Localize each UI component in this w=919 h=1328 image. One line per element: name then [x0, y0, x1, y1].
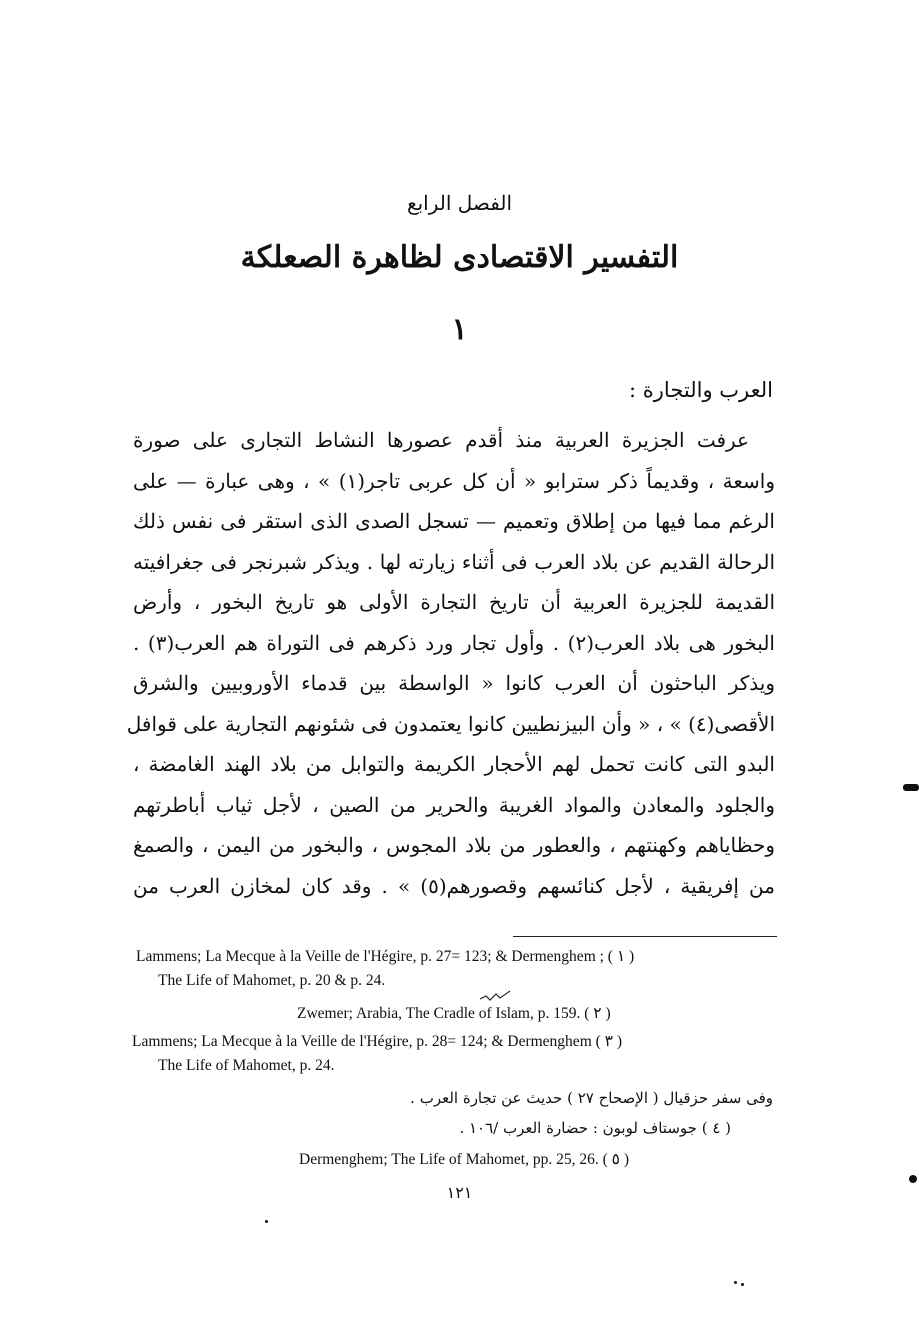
body-line: ويذكر الباحثون أن العرب كانوا « الواسطة بين قدماء الأوروبيين والشرق	[133, 671, 775, 695]
footnote-4: ( ٤ ) جوستاف لوبون : حضارة العرب /١٠٦ .	[459, 1119, 731, 1137]
chapter-title: التفسير الاقتصادى لظاهرة الصعلكة	[240, 240, 679, 275]
footnote-3-arabic-note: وفى سفر حزقيال ( الإصحاح ٢٧ ) حديث عن تجارة العرب .	[410, 1089, 773, 1107]
footnote-1: Lammens; La Mecque à la Veille de l'Hégire, p. 27= 123; & Dermenghem ; ( ١ )	[136, 948, 635, 965]
footnote-1-continuation: The Life of Mahomet, p. 20 & p. 24.	[158, 972, 386, 989]
scan-speck-icon	[741, 1283, 744, 1286]
body-line: واسعة ، وقديماً ذكر سترابو « أن كل عربى تاجر(١) » ، وهى عبارة — على	[133, 468, 776, 493]
body-line: الأقصى(٤) » ، « وأن البيزنطيين كانوا يعتمدون فى شئونهم التجارية على قوافل	[126, 711, 775, 736]
scan-speck-icon	[734, 1281, 737, 1284]
body-line: الرحالة القديم عن بلاد العرب فى أثناء زيارته لها . ويذكر شبرنجر فى جغرافيته	[133, 549, 775, 574]
chapter-label: الفصل الرابع	[406, 191, 513, 215]
body-line: الرغم مما فيها من إطلاق وتعميم — تسجل الصدى الذى استقر فى نفس ذلك	[133, 509, 775, 533]
footnote-3-continuation: The Life of Mahomet, p. 24.	[158, 1057, 335, 1074]
scan-speck-icon	[265, 1220, 268, 1223]
body-paragraph	[126, 420, 776, 906]
body-line: وحظاياهم وكهنتهم ، والعطور من بلاد المجوس ، والبخور من اليمن ، والصمغ	[133, 833, 775, 857]
page-number: ١٢١	[446, 1183, 473, 1202]
section-number: ١	[451, 312, 468, 347]
body-line: والجلود والمعادن والمواد الغريبة والحرير من الصين ، لأجل ثياب أباطرتهم	[133, 792, 776, 817]
footnote-5: Dermenghem; The Life of Mahomet, pp. 25, 26. ( ٥ )	[299, 1151, 630, 1168]
footnote-3: Lammens; La Mecque à la Veille de l'Hégire, p. 28= 124; & Dermenghem ( ٣ )	[132, 1033, 623, 1050]
footnote-2: Zwemer; Arabia, The Cradle of Islam, p. 159. ( ٢ )	[297, 1005, 611, 1022]
scan-blot-icon	[909, 1175, 917, 1183]
section-subheading: العرب والتجارة :	[629, 378, 773, 402]
body-line: البدو التى كانت تحمل لهم الأحجار الكريمة والتوابل من بلاد الهند الغامضة ،	[133, 752, 775, 776]
body-line: القديمة للجزيرة العربية أن تاريخ التجارة الأولى هو تاريخ البخور ، وأرض	[133, 590, 775, 614]
footnote-divider	[513, 936, 777, 937]
body-line: البخور هى بلاد العرب(٢) . وأول تجار ورد ذكرهم فى التوراة هم العرب(٣) .	[133, 630, 775, 655]
pen-mark-icon	[478, 990, 512, 1004]
body-line: من إفريقية ، لأجل كنائسهم وقصورهم(٥) » . وقد كان لمخازن العرب من	[133, 873, 775, 898]
body-line: عرفت الجزيرة العربية منذ أقدم عصورها النشاط التجارى على صورة	[133, 428, 749, 452]
scan-blot-icon	[903, 784, 919, 791]
